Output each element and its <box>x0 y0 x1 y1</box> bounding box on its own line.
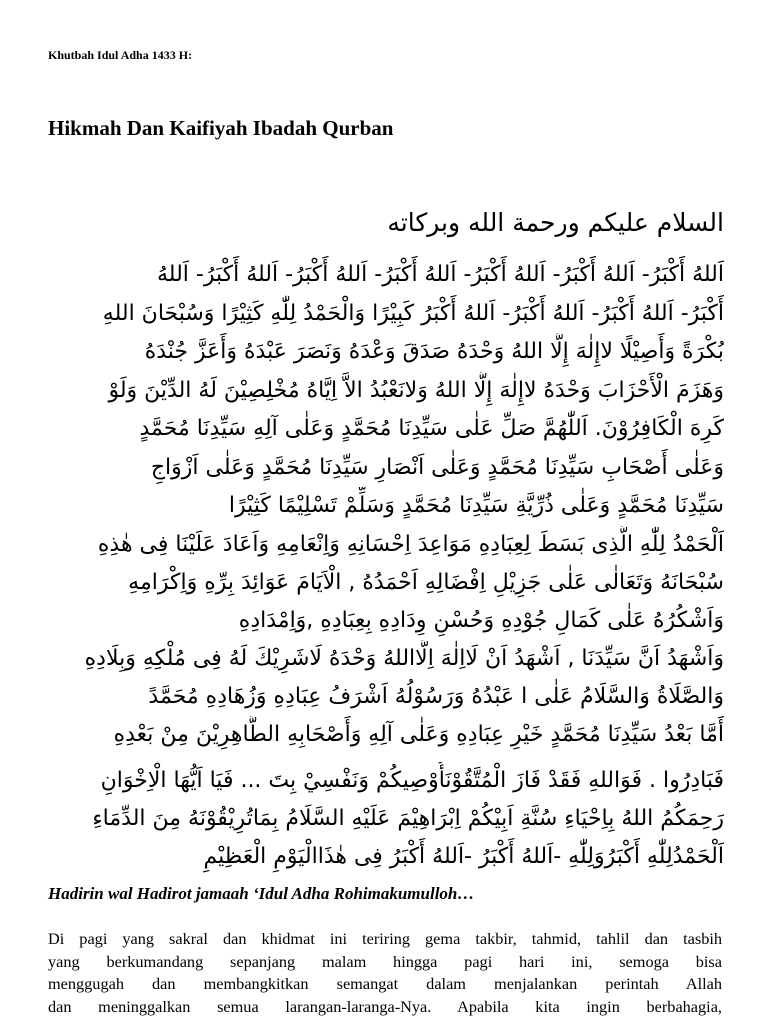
paragraph-line: yang berkumandang sepanjang malam hingga pagi hari ini, semoga bisa <box>48 951 722 971</box>
arabic-line: رَحِمَكُمُ اللهُ بِاِحْيَاءِ سُنَّةِ اَبِيْكُمْ اِبْرَاهِيْمَ عَلَيْهِ السَّلَامُ بِمَاتُرِيْقُوْنَهُ مِنَ الدِّمَاءِ <box>92 806 724 831</box>
arabic-line: وَعَلٰى أَصْحَابِ سَيِّدِنَا مُحَمَّدٍ وَعَلٰى اَنْصَارِ سَيِّدِنَا مُحَمَّدٍ وَعَلٰى اَزْوَاجِ <box>150 454 724 480</box>
paragraph-line: Di pagi yang sakral dan khidmat ini teriring gema takbir, tahmid, tahlil dan tasbih <box>48 929 722 948</box>
arabic-line: أَكْبَرُ- اَللهُ أَكْبَرُ- اَللهُ أَكْبَرُ- اَللهُ أَكْبَرُ كَبِيْرًا وَالْحَمْدُ لِلّٰهِ كَثِيْرًا وَسُبْحَانَ اللهِ <box>102 300 724 326</box>
arabic-line: سَيِّدِنَا مُحَمَّدٍ وَعَلٰى ذُرِّيَّةِ سَيِّدِنَا مُحَمَّدٍ وَسَلِّمْ تَسْلِيْمًا كَثِيْرًا <box>228 493 724 518</box>
body-paragraph <box>48 928 722 1018</box>
arabic-line: سُبْحَانَهُ وَتَعَالٰى عَلٰى جَزِيْلِ اِفْضَالِهِ اَحْمَدُهُ , الْاَيَامَ عَوَائِدَ بِرِّهِ وَاِكْرَامِهِ <box>128 570 724 595</box>
arabic-line: أَمَّا بَعْدُ سَيِّدِنَا مُحَمَّدٍ خَيْرِ عِبَادِهِ وَعَلٰى آلِهِ وَأَصْحَابِهِ الطَّاهِرِيْنَ مِنْ بَعْدِهِ <box>113 722 724 747</box>
hamdalah-block <box>44 526 724 754</box>
document-title: Hikmah Dan Kaifiyah Ibadah Qurban <box>48 116 394 140</box>
arabic-line: اَلْحَمْدُلِلّٰهِ أَكْبَرُوَلِلّٰهِ -اَللهُ أَكْبَرُ -اَللهُ أَكْبَرُ فِى هٰذَاالْيَوْمِ الْعَظِيْمِ <box>203 844 724 869</box>
document-header: Khutbah Idul Adha 1433 H: <box>48 48 193 62</box>
wasiyat-block <box>44 762 724 876</box>
paragraph-line: dan meninggalkan semua larangan-laranga-Nya. Apabila kita ingin berbahagia, <box>48 996 722 1016</box>
arabic-line: اَلْحَمْدُ لِلّٰهِ الَّذِى بَسَطَ لِعِبَادِهِ مَوَاعِدَ اِحْسَانِهِ وَاِنْعَامِهِ وَاَعَادَ عَلَيْنَا فِى هٰذِهِ <box>97 532 724 557</box>
arabic-line: وَالصَّلَاةُ وَالسَّلَامُ عَلٰى ا عَبْدُهُ وَرَسُوْلُهُ اَشْرَفُ عِبَادِهِ وَزُهَادِهِ مُحَمَّدً <box>148 684 724 709</box>
arabic-line: كَرِهَ الْكَافِرُوْنَ. اَللّٰهُمَّ صَلِّ عَلٰى سَيِّدِنَا مُحَمَّدٍ وَعَلٰى آلِهِ سَيِّدِنَا مُحَمَّدٍ <box>139 416 724 441</box>
arabic-line: فَبَادِرُوا . فَوَاللهِ فَقَدْ فَازَ الْمُتَّقُوْنَأُوْصِيكُمْ وَنَفْسِيْ بِتَ ... فَيَا اَيُّهَا الْاِخْوَانِ <box>100 768 724 793</box>
salam-text: السلام عليكم ورحمة الله وبركاته <box>387 208 724 237</box>
salam-greeting <box>44 206 724 240</box>
arabic-line: وَاَشْهَدُ اَنَّ سَيِّدَنَا , اَشْهَدُ اَنْ لَااِلٰهَ اِلَّااللهُ وَحْدَهُ لَاشَرِيْكَ لَهُ فِى مُلْكِهِ وَبِلَادِهِ <box>84 646 724 671</box>
paragraph-line: menggugah dan membangkitkan semangat dalam menjalankan perintah Allah <box>48 974 722 993</box>
arabic-line: اَللهُ أَكْبَرُ- اَللهُ أَكْبَرُ- اَللهُ أَكْبَرُ- اَللهُ أَكْبَرُ- اَللهُ أَكْبَرُ- اَللهُ أَكْبَرُ- اَللهُ <box>157 262 724 287</box>
takbir-block <box>44 256 724 526</box>
section-subheading: Hadirin wal Hadirot jamaah ‘Idul Adha Rohimakumulloh… <box>48 884 475 903</box>
arabic-line: وَهَزَمَ الْأَحْزَابَ وَحْدَهُ لاإِلٰهَ إِلَّا اللهُ وَلانَعْبُدُ الاَّ اِيَّاهُ مُخْلِصِيْنَ لَهُ الدِّيْنَ وَلَوْ <box>108 377 724 403</box>
arabic-line: وَاَشْكُرُهُ عَلٰى كَمَالِ جُوْدِهِ وَحُسْنِ وِدَادِهِ بِعِبَادِهِ ,وَاِمْدَادِهِ <box>238 608 724 633</box>
arabic-line: بُكْرَةً وَأَصِيْلًا لاإِلٰهَ إِلَّا اللهُ وَحْدَهُ صَدَقَ وَعْدَهُ وَنَصَرَ عَبْدَهُ وَأَعَزَّ جُنْدَهُ <box>144 339 724 364</box>
